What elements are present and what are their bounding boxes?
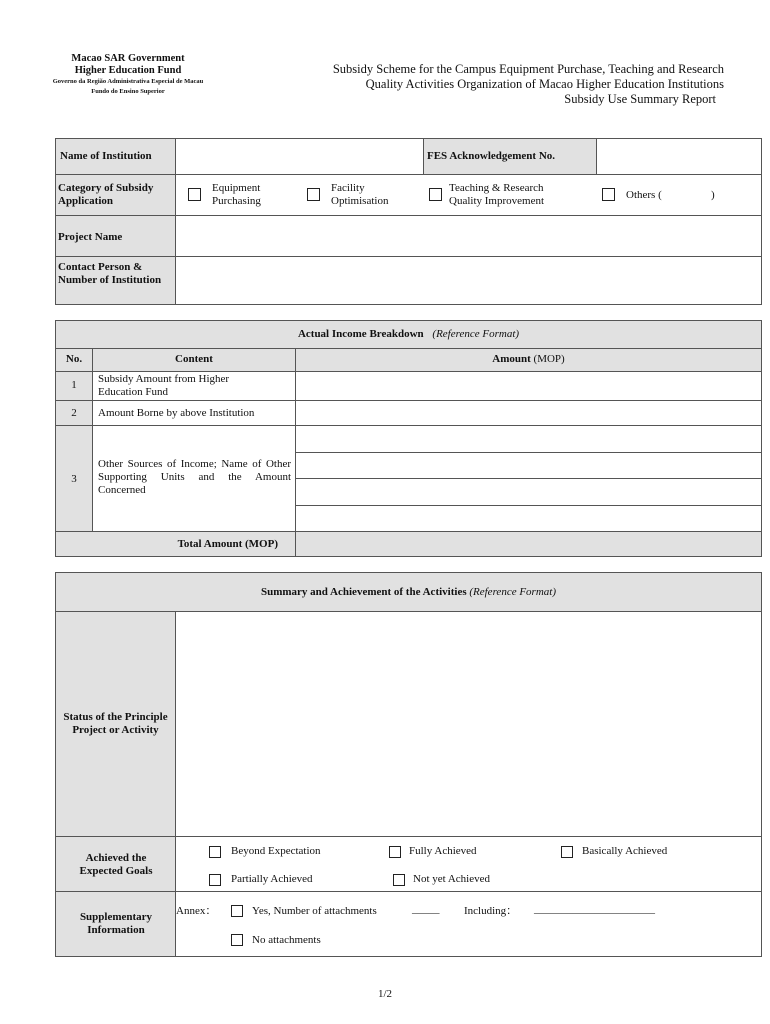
title-line2: Quality Activities Organization of Macao Higher Education Institutions — [365, 77, 724, 91]
checkbox-icon[interactable] — [231, 934, 243, 946]
summary-table — [55, 572, 762, 957]
col-content-header: Content — [175, 353, 213, 365]
category-label-line1: Equipment — [212, 182, 261, 194]
including-field[interactable]: ______________________ — [534, 903, 655, 915]
contact-person-field[interactable] — [176, 257, 761, 304]
institution-name-field[interactable] — [176, 139, 423, 174]
goal-label: Basically Achieved — [582, 845, 668, 857]
row-no: 1 — [71, 379, 77, 391]
row-amount-field[interactable] — [296, 479, 761, 505]
issuer-block — [28, 53, 228, 97]
category-label-line1: Facility — [331, 182, 365, 194]
project-name-field[interactable] — [176, 216, 761, 256]
row-amount-field[interactable] — [296, 401, 761, 425]
title-line3: Subsidy Use Summary Report — [564, 92, 716, 106]
project-status-label: Status of the Principle Project or Activity — [63, 711, 168, 736]
page-number: 1/2 — [377, 988, 393, 1000]
contact-person-label: Contact Person & Number of Institution — [58, 261, 162, 286]
summary-table-title — [56, 586, 761, 599]
income-title: Actual Income Breakdown — [297, 328, 424, 340]
expected-goals-label: Achieved the Expected Goals — [79, 852, 153, 877]
checkbox-icon[interactable] — [389, 846, 401, 858]
income-breakdown-table — [55, 320, 762, 557]
checkbox-icon[interactable] — [209, 874, 221, 886]
annex-no-label: No attachments — [252, 934, 321, 946]
col-amount-label: Amount — [492, 353, 531, 365]
income-table-title — [56, 328, 761, 341]
including-label: Including： — [464, 905, 518, 917]
org-name-line3: Governo da Região Administrativa Especial de Macau — [52, 78, 204, 85]
checkbox-icon[interactable] — [561, 846, 573, 858]
attachments-count-field[interactable]: _____ — [412, 903, 440, 915]
row-no: 2 — [71, 407, 77, 419]
project-status-field[interactable] — [176, 612, 761, 836]
col-no-header: No. — [65, 353, 83, 365]
org-name-line1: Macao SAR Government — [71, 53, 185, 64]
checkbox-icon[interactable] — [429, 188, 442, 201]
checkbox-icon[interactable] — [393, 874, 405, 886]
org-name-line4: Fundo do Ensino Superior — [91, 88, 165, 95]
row-amount-field[interactable] — [296, 426, 761, 452]
category-label-line2: Optimisation — [331, 195, 389, 207]
row-amount-field[interactable] — [296, 372, 761, 400]
goal-label: Fully Achieved — [409, 845, 477, 857]
row-no: 3 — [71, 473, 77, 485]
fes-ack-label: FES Acknowledgement No. — [427, 150, 556, 162]
category-label-line2: Quality Improvement — [449, 195, 545, 207]
institution-info-table — [55, 138, 762, 305]
checkbox-icon[interactable] — [602, 188, 615, 201]
col-amount-unit: (MOP) — [533, 353, 565, 365]
goal-label: Not yet Achieved — [413, 873, 490, 885]
total-amount-field[interactable] — [296, 532, 761, 556]
fes-ack-field[interactable] — [597, 139, 761, 174]
checkbox-icon[interactable] — [188, 188, 201, 201]
total-amount-label: Total Amount (MOP) — [177, 538, 278, 550]
project-name-label: Project Name — [58, 231, 123, 243]
row-content: Other Sources of Income; Name of Other Supporting Units and the Amount Concerned — [98, 458, 291, 496]
institution-name-label: Name of Institution — [60, 150, 152, 162]
goal-label: Partially Achieved — [231, 873, 313, 885]
goal-label: Beyond Expectation — [231, 845, 321, 857]
annex-label: Annex： — [176, 905, 217, 917]
category-label-others: Others ( — [626, 189, 662, 201]
annex-yes-label: Yes, Number of attachments — [252, 905, 377, 917]
category-label-line1: Teaching & Research — [449, 182, 544, 194]
category-label-others-close: ) — [711, 189, 715, 201]
checkbox-icon[interactable] — [209, 846, 221, 858]
title-line1: Subsidy Scheme for the Campus Equipment Purchase, Teaching and Research — [332, 62, 724, 76]
row-content: Amount Borne by above Institution — [98, 407, 255, 419]
checkbox-icon[interactable] — [307, 188, 320, 201]
checkbox-icon[interactable] — [231, 905, 243, 917]
subsidy-category-label: Category of Subsidy Application — [58, 182, 154, 207]
summary-title: Summary and Achievement of the Activities — [260, 586, 467, 598]
row-amount-field[interactable] — [296, 453, 761, 478]
org-name-line2: Higher Education Fund — [74, 65, 182, 76]
category-label-line2: Purchasing — [212, 195, 261, 207]
supplementary-info-label: Supplementary Information — [79, 911, 153, 936]
row-content: Subsidy Amount from Higher Education Fund — [98, 373, 230, 398]
row-amount-field[interactable] — [296, 506, 761, 531]
income-title-note: (Reference Format) — [432, 328, 520, 340]
document-title — [250, 62, 724, 107]
col-amount-header — [296, 353, 761, 366]
summary-title-note: (Reference Format) — [469, 586, 556, 598]
